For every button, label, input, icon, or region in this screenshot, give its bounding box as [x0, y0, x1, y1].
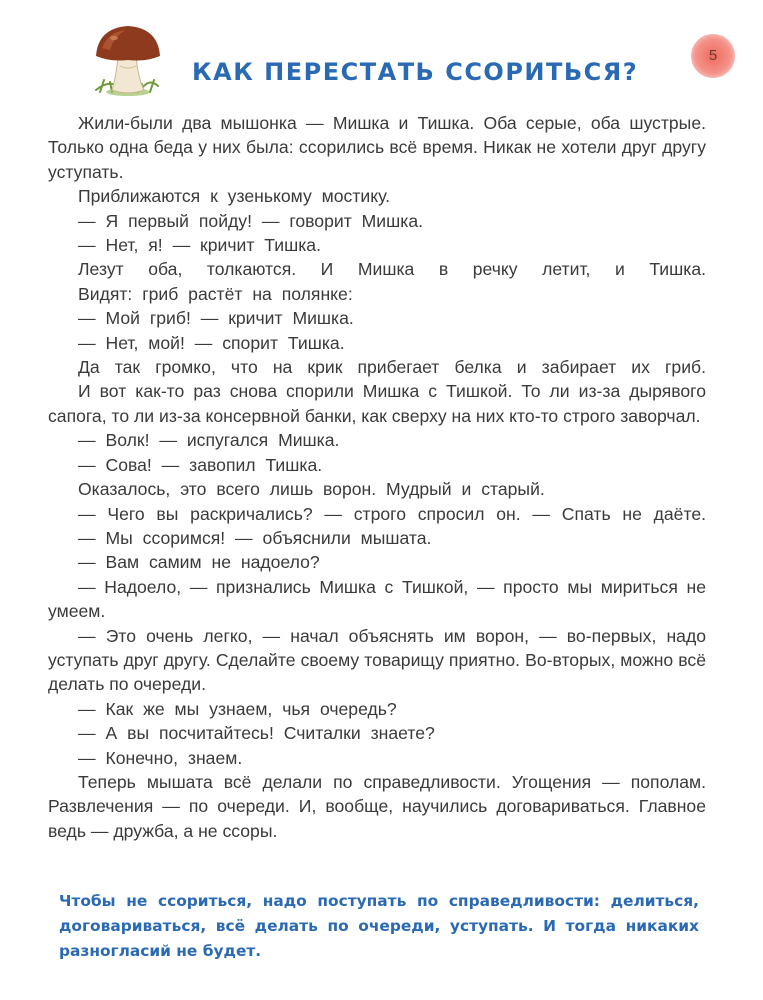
story-paragraph: — Это очень легко, — начал объяснять им ворон, — во-первых, надо уступать друг другу. Сделайте своему товарищу приятно. Во-вторых, можно всё делать по очереди. [48, 625, 706, 695]
story-paragraph: — Вам самим не надоело? [78, 552, 320, 573]
story-paragraph: Лезут оба, толкаются. И Мишка в речку летит, и Тишка. [78, 259, 706, 280]
story-paragraph: — Мой гриб! — кричит Мишка. [78, 308, 354, 329]
story-paragraph: — Конечно, знаем. [78, 747, 243, 768]
story-paragraph: Да так громко, что на крик прибегает белка и забирает их гриб. [78, 357, 706, 378]
page-title: КАК ПЕРЕСТАТЬ ССОРИТЬСЯ? [192, 58, 639, 86]
story-paragraph: — Я первый пойду! — говорит Мишка. [78, 210, 424, 231]
story-paragraph: — Волк! — испугался Мишка. [78, 430, 340, 451]
story-paragraph: Приближаются к узенькому мостику. [78, 186, 391, 207]
story-paragraph: Теперь мышата всё делали по справедливости. Угощения — пополам. Развлечения — по очереди. И, вообще, научились договариваться. Главное ведь — дружба, а не ссоры. [48, 771, 706, 841]
story-paragraph: — Нет, мой! — спорит Тишка. [78, 332, 345, 353]
story-paragraph: — Мы ссоримся! — объяснили мышата. [78, 527, 432, 548]
moral-text: Чтобы не ссориться, надо поступать по справедливости: делиться, договариваться, всё делать по очереди, уступать. И тогда никаких разногласий не будет. [59, 892, 699, 960]
story-text [48, 111, 706, 843]
story-paragraph: Видят: гриб растёт на полянке: [78, 283, 353, 304]
story-paragraph: И вот как-то раз снова спорили Мишка с Тишкой. То ли из-за дырявого сапога, то ли из-за консервной банки, как сверху на них кто-то строго заворчал. [48, 381, 706, 426]
story-paragraph: — Сова! — завопил Тишка. [78, 454, 323, 475]
story-paragraph: — А вы посчитайтесь! Считалки знаете? [78, 723, 435, 744]
story-paragraph: — Нет, я! — кричит Тишка. [78, 235, 321, 256]
story-paragraph: Жили-были два мышонка — Мишка и Тишка. Оба серые, оба шустрые. Только одна беда у них была: ссорились всё время. Никак не хотели друг другу уступать. [48, 113, 706, 182]
mushroom-icon [92, 22, 164, 98]
page-number-badge: 5 [691, 34, 735, 78]
story-paragraph: — Как же мы узнаем, чья очередь? [78, 698, 397, 719]
story-paragraph: — Надоело, — признались Мишка с Тишкой, — просто мы мириться не умеем. [48, 576, 706, 622]
story-paragraph: — Чего вы раскричались? — строго спросил он. — Спать не даёте. [78, 503, 706, 524]
story-paragraph: Оказалось, это всего лишь ворон. Мудрый и старый. [78, 479, 545, 500]
